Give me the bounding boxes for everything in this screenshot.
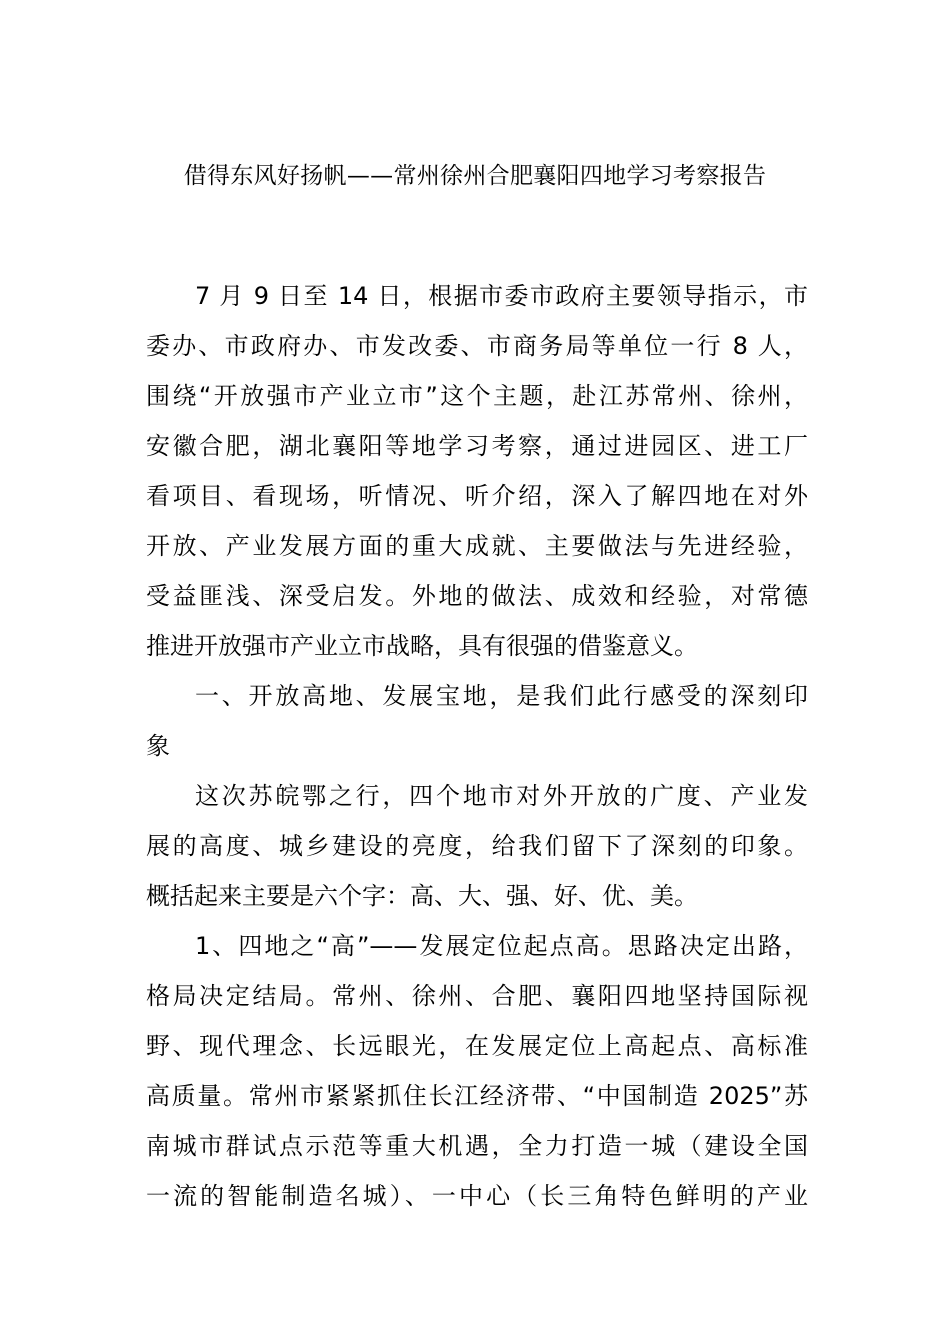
paragraph-line: 安徽合肥，湖北襄阳等地学习考察，通过进园区、进工厂 <box>146 432 808 460</box>
paragraph-line: 野、现代理念、长远眼光，在发展定位上高起点、高标准 <box>146 1032 808 1060</box>
document-title: 借得东风好扬帆——常州徐州合肥襄阳四地学习考察报告 <box>183 163 767 189</box>
paragraph-line: 推进开放强市产业立市战略，具有很强的借鉴意义。 <box>146 632 698 660</box>
paragraph-line: 格局决定结局。常州、徐州、合肥、襄阳四地坚持国际视 <box>146 982 808 1010</box>
paragraph-line: 开放、产业发展方面的重大成就、主要做法与先进经验， <box>146 532 808 560</box>
paragraph-line: 委办、市政府办、市发改委、市商务局等单位一行 8 人， <box>146 332 808 360</box>
paragraph-line: 受益匪浅、深受启发。外地的做法、成效和经验，对常德 <box>146 582 808 610</box>
paragraph-line: 围绕“开放强市产业立市”这个主题，赴江苏常州、徐州， <box>146 382 808 410</box>
paragraph-line: 南城市群试点示范等重大机遇，全力打造一城（建设全国 <box>146 1132 808 1160</box>
paragraph-line: 展的高度、城乡建设的亮度，给我们留下了深刻的印象。 <box>146 832 808 860</box>
paragraph-line: 看项目、看现场，听情况、听介绍，深入了解四地在对外 <box>146 482 808 510</box>
paragraph-line: 概括起来主要是六个字：高、大、强、好、优、美。 <box>146 882 698 910</box>
paragraph-line: 1、四地之“高”——发展定位起点高。思路决定出路， <box>195 932 808 960</box>
section-heading-line: 一、开放高地、发展宝地，是我们此行感受的深刻印 <box>195 682 808 710</box>
paragraph-line: 7 月 9 日至 14 日，根据市委市政府主要领导指示，市 <box>195 282 808 310</box>
section-heading-line: 象 <box>146 732 170 760</box>
document-body <box>146 276 808 1226</box>
paragraph-line: 一流的智能制造名城）、一中心（长三角特色鲜明的产业 <box>146 1182 808 1210</box>
paragraph-line: 高质量。常州市紧紧抓住长江经济带、“中国制造 2025”苏 <box>146 1082 808 1110</box>
paragraph-line: 这次苏皖鄂之行，四个地市对外开放的广度、产业发 <box>195 782 808 810</box>
